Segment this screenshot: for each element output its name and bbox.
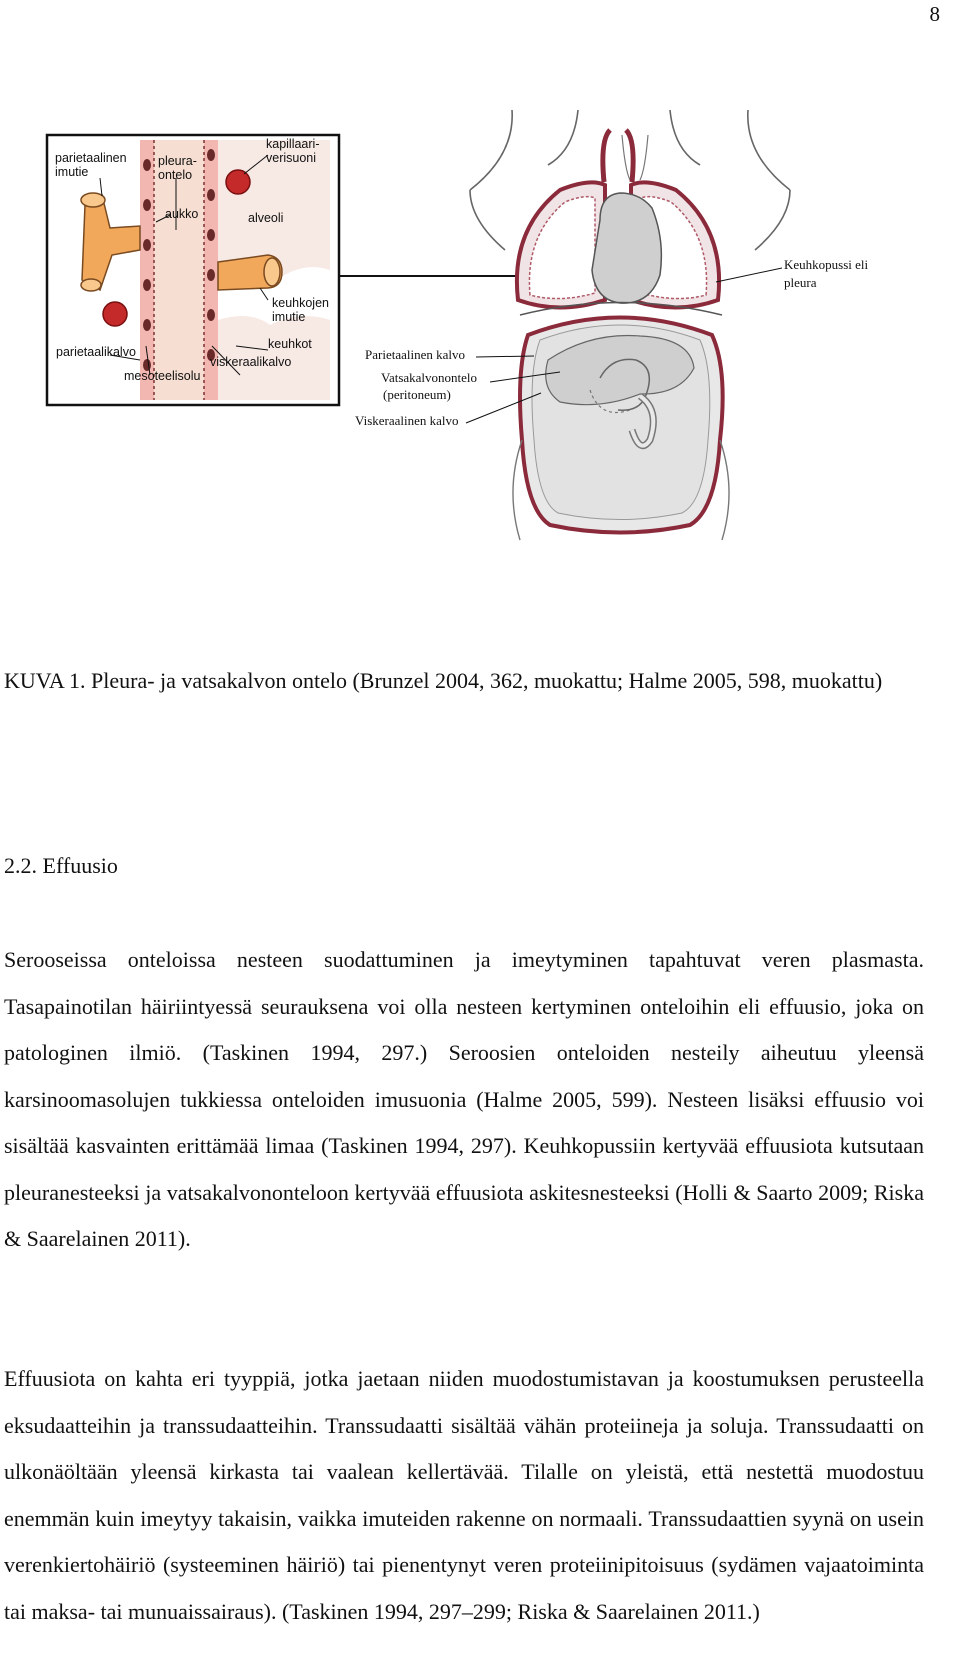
label-peritoneal-cavity: Vatsakalvonontelo (peritoneum)	[381, 370, 478, 402]
label-lungs: keuhkot	[268, 337, 312, 351]
label-parietal-layer: parietaalikalvo	[56, 345, 136, 359]
section-heading: 2.2. Effuusio	[4, 853, 118, 878]
label-mesothelial-cell: mesoteelisolu	[124, 369, 201, 383]
label-pleura: Keuhkopussi eli pleura	[784, 257, 869, 290]
label-parietal-membrane: Parietaalinen kalvo	[365, 347, 465, 362]
figure-caption: KUVA 1. Pleura- ja vatsakalvon ontelo (Brunzel 2004, 362, muokattu; Halme 2005, 598, muokattu)	[4, 668, 883, 693]
label-gap: aukko	[165, 207, 199, 221]
paragraph: Serooseissa onteloissa nesteen suodattuminen ja imeytyminen tapahtuvat veren plasmasta. Tasapainotilan häiriintyessä seurauksena voi olla nesteen kertyminen onteloihin eli effuusio, joka on patologinen ilmiö. (Taskinen 1994, 297.) Seroosien onteloiden nesteily aiheutuu yleensä karsinoomasolujen tukkiessa onteloiden imusuonia (Halme 2005, 599). Nesteen lisäksi effuusio voi sisältää kasvainten erittämää limaa (Taskinen 1994, 297). Keuhkopussiin kertyvää effuusiota kutsutaan pleuranesteeksi ja vatsakalvononteloon kertyvää effuusiota askitesnesteeksi (Holli & Saarto 2009; Riska & Saarelainen 2011).	[4, 947, 924, 1251]
label-visceral-layer: viskeraalikalvo	[210, 355, 292, 369]
anatomy-illustration	[0, 110, 960, 580]
membrane-inset	[47, 135, 339, 405]
label-visceral-membrane: Viskeraalinen kalvo	[355, 413, 459, 428]
label-lung-lymph: keuhkojen imutie	[272, 296, 329, 324]
torso-diagram	[470, 110, 790, 540]
paragraph: Effuusiota on kahta eri tyyppiä, jotka jaetaan niiden muodostumistavan ja koostumuksen perusteella eksudaatteihin ja transsudaatteihin. Transsudaatti sisältää vähän proteiineja ja soluja. Transsudaatti on ulkonäöltään yleensä kirkasta tai vaalean kellertävää. Tilalle on yleistä, että nestettä muodostuu enemmän kuin imeytyy takaisin, vaikka imuteiden rakenne on normaali. Transsudaattien syynä on usein verenkiertohäiriö (systeeminen häiriö) tai pienentynyt veren proteiinipitoisuus (sydämen vajaatoiminta tai maksa- tai munuaissairaus). (Taskinen 1994, 297–299; Riska & Saarelainen 2011.)	[4, 1366, 924, 1624]
label-parietal-lymph: parietaalinen imutie	[55, 151, 127, 179]
label-alveoli: alveoli	[248, 211, 284, 225]
page-number: 8	[929, 2, 940, 26]
label-pleural-cavity: pleura- ontelo	[158, 154, 197, 182]
anatomy-figure	[0, 110, 960, 580]
label-capillary: kapillaari- verisuoni	[266, 137, 320, 165]
